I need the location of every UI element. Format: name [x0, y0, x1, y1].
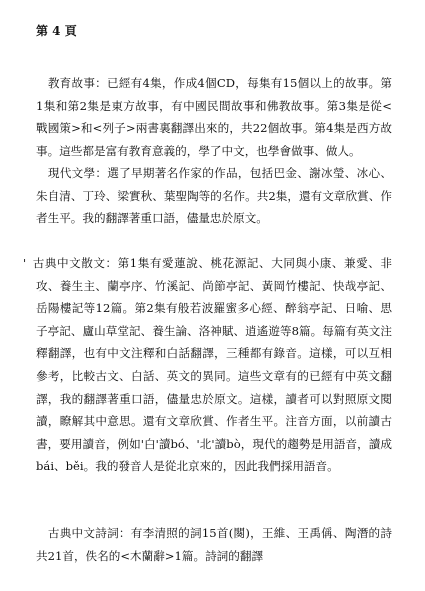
paragraph-text: 教育故事：已經有4集，作成4個CD，每集有15個以上的故事。第1集和第2集是東方故事，有中國民間故事和佛教故事。第3集是從<戰國策>和<列子>兩書裏翻譯出來的，共22個故事。第4集是西方故事。這些都是富有教育意義的，學了中文，也學會做事、做人。 — [36, 76, 392, 158]
page-number: 第 4 頁 — [36, 24, 77, 38]
paragraph-classical-poetry — [36, 522, 392, 567]
stray-mark: ' — [23, 256, 27, 270]
paragraph-classical-prose — [23, 252, 392, 478]
paragraph-text: 現代文學：選了早期著名作家的作品，包括巴金、謝冰瑩、冰心、朱自清、丁玲、梁實秋、葉聖陶等的名作。共2集，還有文章欣賞、作者生平。我的翻譯著重口語，儘量忠於原文。 — [36, 166, 392, 226]
paragraph-text: 古典中文散文：第1集有愛蓮說、桃花源記、大同與小康、兼愛、非攻、養生主、蘭亭序、竹溪記、尚節亭記、黃岡竹樓記、快哉亭記、岳陽樓記等12篇。第2集有般若波羅蜜多心經、醉翁亭記、日喻、思子亭記、廬山草堂記、養生論、洛神賦、逍遙遊等8篇。每篇有英文注釋翻譯，也有中文注釋和白話翻譯，三種都有錄音。這樣，可以互相參考，比較古文、白話、英文的異同。這些文章有的已經有中英文翻譯，我的翻譯著重口語，儘量忠於原文。這樣，讀者可以對照原文閱讀，瞭解其中意思。還有文章欣賞、作者生平。注音方面，以前讀古書，要用讀音，例如'白'讀bó、'北'讀bò，現代的趨勢是用語音，讀成bái、běi。我的發音人是從北京來的，因此我們採用語音。 — [32, 256, 392, 474]
paragraph-education-stories — [36, 72, 392, 162]
paragraph-modern-literature — [36, 162, 392, 230]
paragraph-text: 古典中文詩詞：有李清照的詞15首(闋)，王維、王禹偁、陶潛的詩共21首，佚名的<木蘭辭>1篇。詩詞的翻譯 — [36, 526, 392, 563]
